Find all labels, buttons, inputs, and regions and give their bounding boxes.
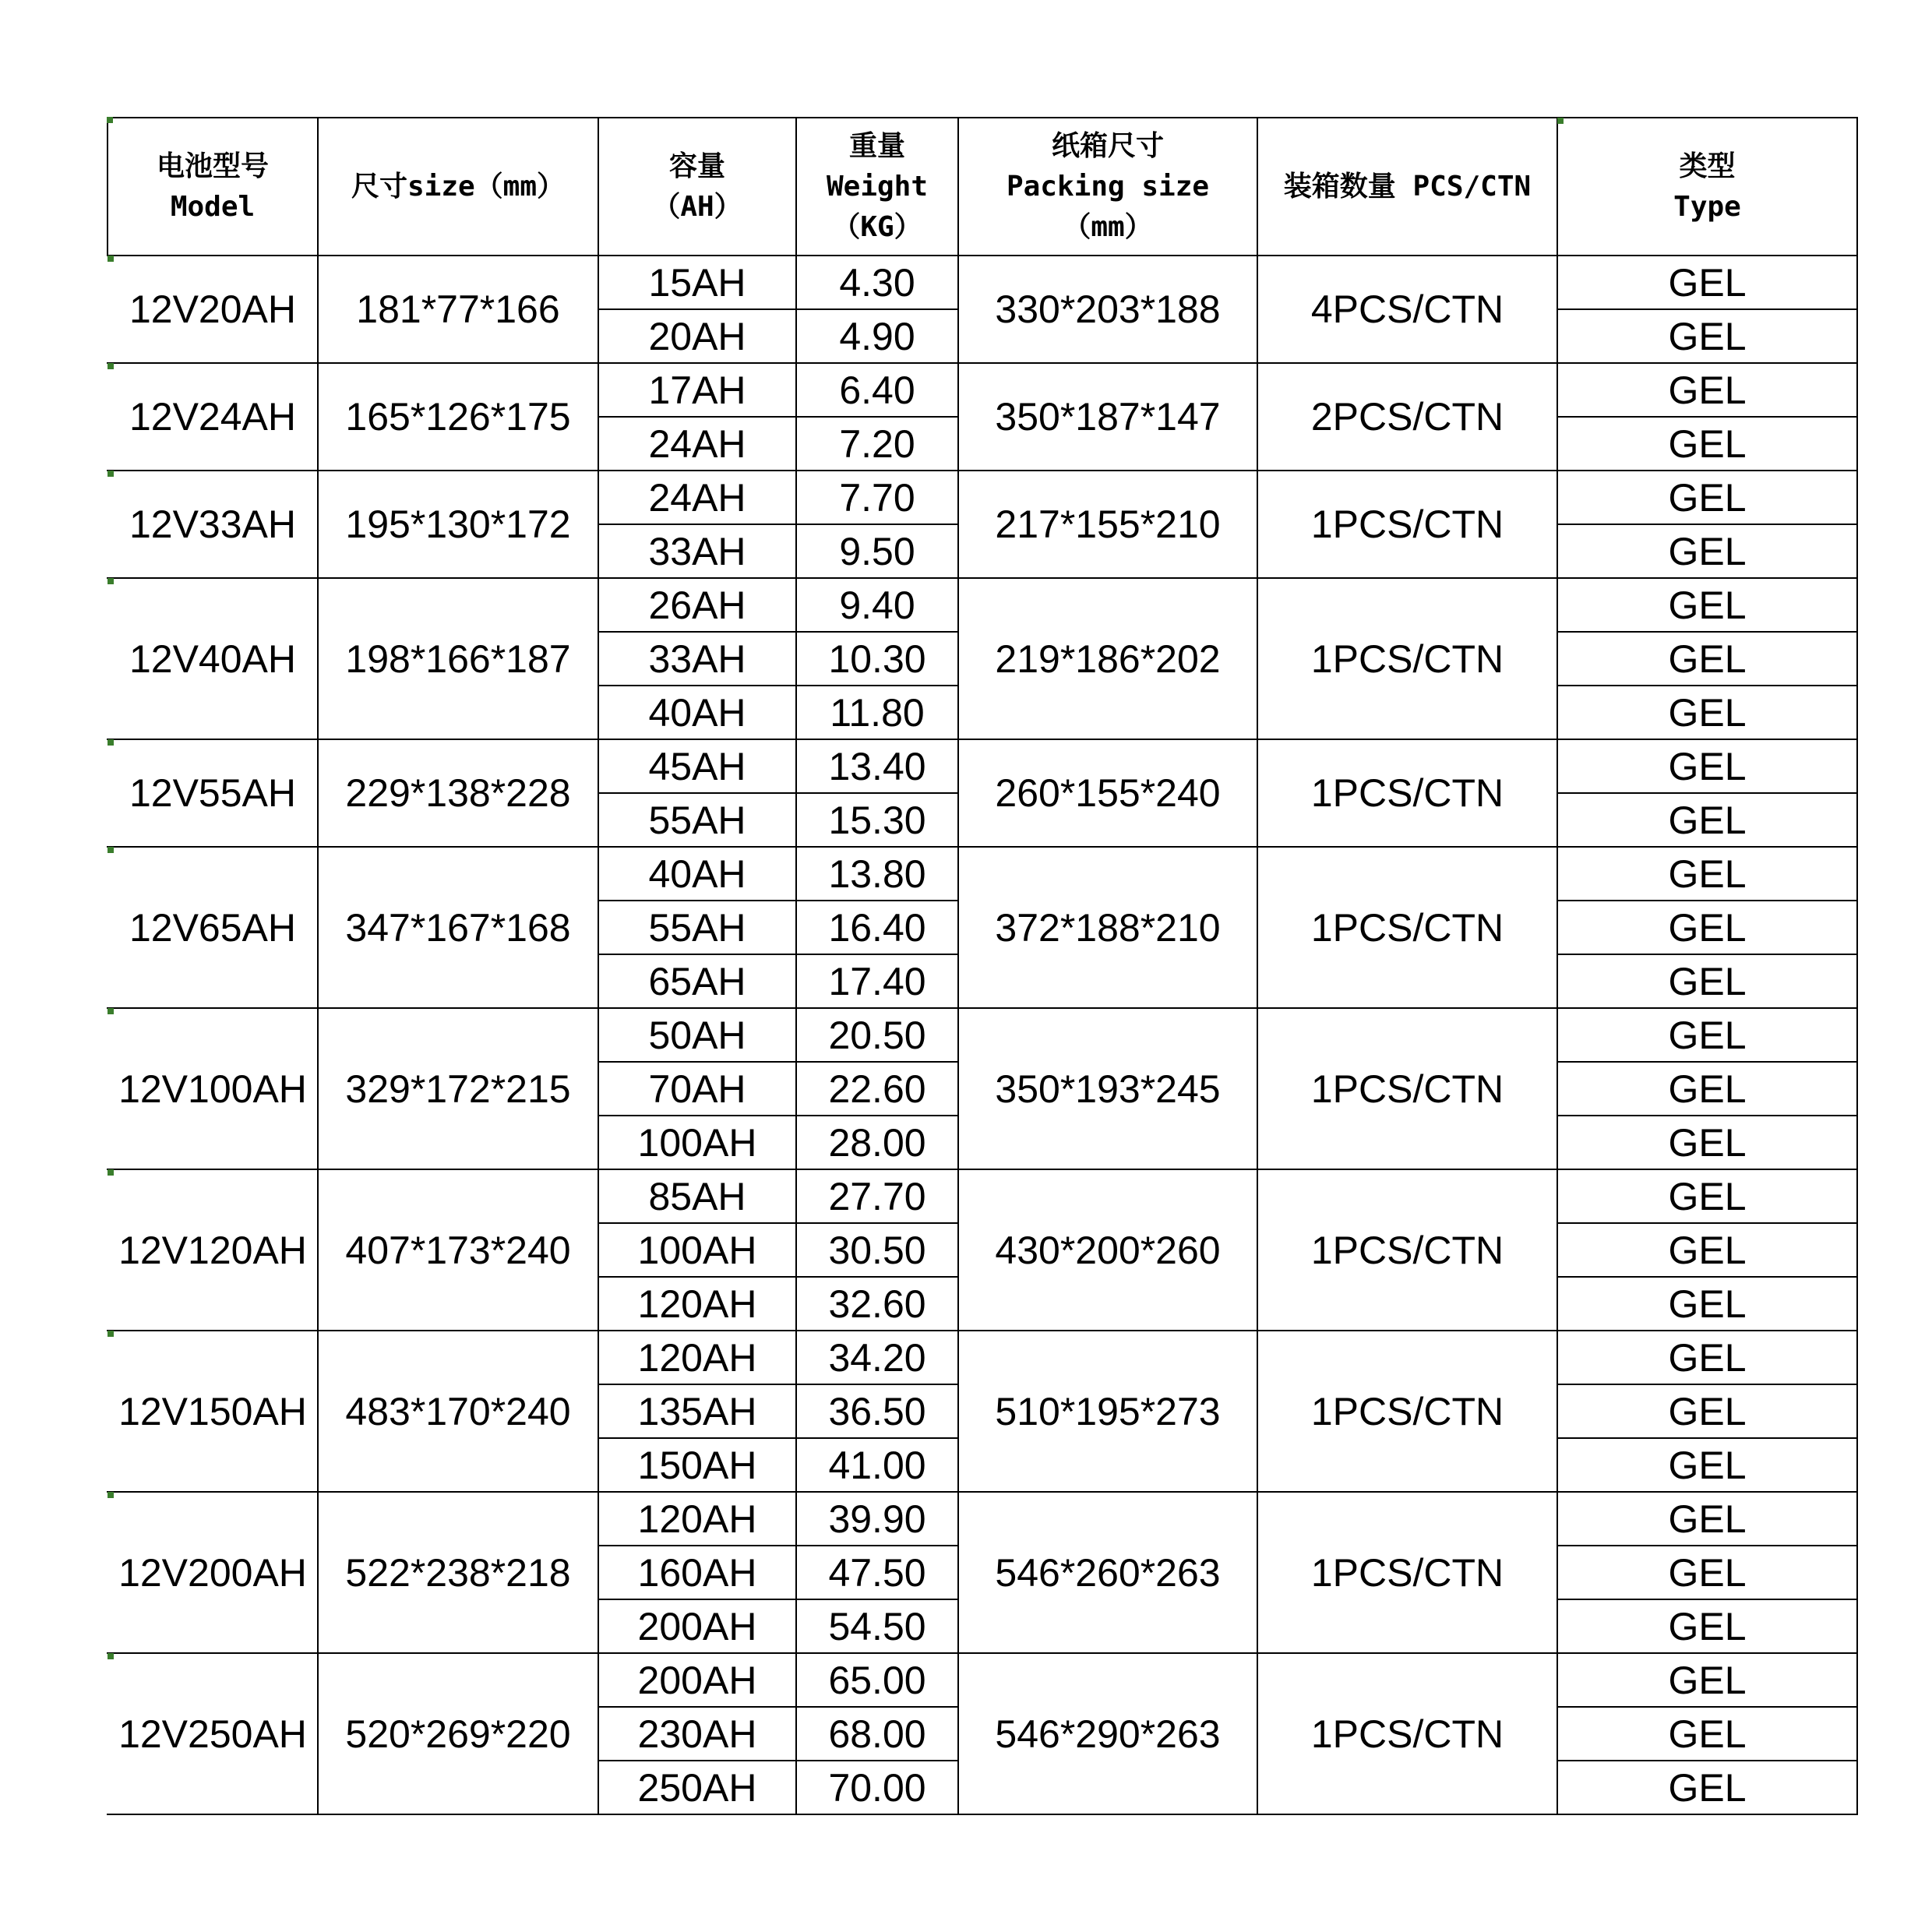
corner-marker <box>108 471 114 477</box>
capacity-cell: 24AH <box>598 417 796 471</box>
table-row <box>108 363 1857 417</box>
capacity-cell: 230AH <box>598 1707 796 1761</box>
packing-size-cell: 330*203*188 <box>958 256 1257 363</box>
weight-cell: 47.50 <box>796 1546 958 1599</box>
weight-cell: 15.30 <box>796 793 958 847</box>
type-cell: GEL <box>1557 1761 1857 1814</box>
packing-size-cell: 510*195*273 <box>958 1331 1257 1492</box>
table-row <box>108 256 1857 309</box>
model-cell: 12V55AH <box>108 739 318 847</box>
corner-marker <box>108 1008 114 1014</box>
size-cell: 329*172*215 <box>318 1008 598 1169</box>
battery-spec-table <box>107 117 1858 1815</box>
type-cell: GEL <box>1557 1169 1857 1223</box>
weight-cell: 32.60 <box>796 1277 958 1331</box>
weight-cell: 11.80 <box>796 686 958 739</box>
type-cell: GEL <box>1557 1653 1857 1707</box>
size-cell: 407*173*240 <box>318 1169 598 1331</box>
capacity-cell: 33AH <box>598 524 796 578</box>
type-cell: GEL <box>1557 471 1857 524</box>
type-cell: GEL <box>1557 1438 1857 1492</box>
model-cell: 12V20AH <box>108 256 318 363</box>
header-weight-line: 重量 <box>848 129 905 162</box>
packing-size-cell: 372*188*210 <box>958 847 1257 1008</box>
type-cell: GEL <box>1557 1116 1857 1169</box>
weight-cell: 13.80 <box>796 847 958 901</box>
table-body <box>108 256 1857 1814</box>
quantity-cell: 1PCS/CTN <box>1257 578 1557 739</box>
capacity-cell: 55AH <box>598 793 796 847</box>
quantity-cell: 1PCS/CTN <box>1257 1331 1557 1492</box>
header-type-line: Type <box>1673 190 1741 223</box>
type-cell: GEL <box>1557 686 1857 739</box>
header-type-line: 类型 <box>1679 150 1736 182</box>
size-cell: 347*167*168 <box>318 847 598 1008</box>
corner-marker <box>108 363 114 369</box>
header-row <box>108 118 1857 256</box>
capacity-cell: 200AH <box>598 1599 796 1653</box>
type-cell: GEL <box>1557 578 1857 632</box>
weight-cell: 28.00 <box>796 1116 958 1169</box>
type-cell: GEL <box>1557 1599 1857 1653</box>
quantity-cell: 1PCS/CTN <box>1257 1653 1557 1814</box>
weight-cell: 34.20 <box>796 1331 958 1384</box>
capacity-cell: 120AH <box>598 1277 796 1331</box>
type-cell: GEL <box>1557 1223 1857 1277</box>
header-size-line: 尺寸size（mm） <box>351 170 566 203</box>
type-cell: GEL <box>1557 847 1857 901</box>
capacity-cell: 40AH <box>598 686 796 739</box>
capacity-cell: 100AH <box>598 1223 796 1277</box>
type-cell: GEL <box>1557 793 1857 847</box>
corner-marker <box>108 1492 114 1498</box>
size-cell: 181*77*166 <box>318 256 598 363</box>
weight-cell: 65.00 <box>796 1653 958 1707</box>
type-cell: GEL <box>1557 363 1857 417</box>
model-cell: 12V250AH <box>108 1653 318 1814</box>
quantity-cell: 1PCS/CTN <box>1257 1169 1557 1331</box>
type-cell: GEL <box>1557 632 1857 686</box>
weight-cell: 27.70 <box>796 1169 958 1223</box>
capacity-cell: 40AH <box>598 847 796 901</box>
packing-size-cell: 546*260*263 <box>958 1492 1257 1653</box>
table-row <box>108 847 1857 901</box>
weight-cell: 7.70 <box>796 471 958 524</box>
type-cell: GEL <box>1557 901 1857 954</box>
model-cell: 12V200AH <box>108 1492 318 1653</box>
packing-size-cell: 350*193*245 <box>958 1008 1257 1169</box>
quantity-cell: 1PCS/CTN <box>1257 847 1557 1008</box>
size-cell: 520*269*220 <box>318 1653 598 1814</box>
capacity-cell: 120AH <box>598 1331 796 1384</box>
weight-cell: 54.50 <box>796 1599 958 1653</box>
type-cell: GEL <box>1557 954 1857 1008</box>
weight-cell: 9.50 <box>796 524 958 578</box>
weight-cell: 17.40 <box>796 954 958 1008</box>
type-cell: GEL <box>1557 739 1857 793</box>
model-cell: 12V24AH <box>108 363 318 471</box>
weight-cell: 4.90 <box>796 309 958 363</box>
capacity-cell: 50AH <box>598 1008 796 1062</box>
quantity-cell: 1PCS/CTN <box>1257 471 1557 578</box>
weight-cell: 36.50 <box>796 1384 958 1438</box>
size-cell: 483*170*240 <box>318 1331 598 1492</box>
model-cell: 12V40AH <box>108 578 318 739</box>
quantity-cell: 1PCS/CTN <box>1257 1008 1557 1169</box>
weight-cell: 22.60 <box>796 1062 958 1116</box>
type-cell: GEL <box>1557 524 1857 578</box>
model-cell: 12V65AH <box>108 847 318 1008</box>
header-type <box>1557 118 1857 256</box>
header-quantity-line: 装箱数量 PCS/CTN <box>1283 170 1532 203</box>
type-cell: GEL <box>1557 1492 1857 1546</box>
header-capacity-line: （AH） <box>652 190 742 223</box>
type-cell: GEL <box>1557 1062 1857 1116</box>
capacity-cell: 150AH <box>598 1438 796 1492</box>
table-row <box>108 1492 1857 1546</box>
capacity-cell: 85AH <box>598 1169 796 1223</box>
capacity-cell: 17AH <box>598 363 796 417</box>
capacity-cell: 200AH <box>598 1653 796 1707</box>
packing-size-cell: 219*186*202 <box>958 578 1257 739</box>
weight-cell: 39.90 <box>796 1492 958 1546</box>
weight-cell: 16.40 <box>796 901 958 954</box>
weight-cell: 6.40 <box>796 363 958 417</box>
type-cell: GEL <box>1557 1546 1857 1599</box>
type-cell: GEL <box>1557 1384 1857 1438</box>
size-cell: 165*126*175 <box>318 363 598 471</box>
capacity-cell: 160AH <box>598 1546 796 1599</box>
header-weight <box>796 118 958 256</box>
corner-marker <box>108 1169 114 1176</box>
capacity-cell: 24AH <box>598 471 796 524</box>
weight-cell: 20.50 <box>796 1008 958 1062</box>
header-model <box>108 118 318 256</box>
corner-marker <box>1557 118 1564 124</box>
packing-size-cell: 430*200*260 <box>958 1169 1257 1331</box>
header-packing-line: （mm） <box>1063 210 1153 243</box>
type-cell: GEL <box>1557 1008 1857 1062</box>
header-packing-size <box>958 118 1257 256</box>
type-cell: GEL <box>1557 309 1857 363</box>
table-row <box>108 471 1857 524</box>
weight-cell: 13.40 <box>796 739 958 793</box>
header-weight-line: Weight <box>826 170 929 203</box>
capacity-cell: 33AH <box>598 632 796 686</box>
capacity-cell: 100AH <box>598 1116 796 1169</box>
weight-cell: 9.40 <box>796 578 958 632</box>
type-cell: GEL <box>1557 1277 1857 1331</box>
quantity-cell: 1PCS/CTN <box>1257 1492 1557 1653</box>
model-cell: 12V120AH <box>108 1169 318 1331</box>
corner-marker <box>108 739 114 746</box>
type-cell: GEL <box>1557 256 1857 309</box>
header-packing-line: 纸箱尺寸 <box>1051 129 1164 162</box>
capacity-cell: 135AH <box>598 1384 796 1438</box>
header-packing-line: Packing size <box>1006 170 1210 203</box>
weight-cell: 70.00 <box>796 1761 958 1814</box>
type-cell: GEL <box>1557 1331 1857 1384</box>
header-model-line: Model <box>170 190 256 223</box>
table-row <box>108 1653 1857 1707</box>
capacity-cell: 70AH <box>598 1062 796 1116</box>
quantity-cell: 2PCS/CTN <box>1257 363 1557 471</box>
packing-size-cell: 260*155*240 <box>958 739 1257 847</box>
type-cell: GEL <box>1557 1707 1857 1761</box>
size-cell: 195*130*172 <box>318 471 598 578</box>
table-row <box>108 578 1857 632</box>
type-cell: GEL <box>1557 417 1857 471</box>
corner-marker <box>108 847 114 853</box>
corner-marker <box>108 1653 114 1659</box>
capacity-cell: 26AH <box>598 578 796 632</box>
packing-size-cell: 217*155*210 <box>958 471 1257 578</box>
capacity-cell: 120AH <box>598 1492 796 1546</box>
table-row <box>108 1008 1857 1062</box>
packing-size-cell: 350*187*147 <box>958 363 1257 471</box>
header-weight-line: （KG） <box>832 210 922 243</box>
size-cell: 522*238*218 <box>318 1492 598 1653</box>
weight-cell: 10.30 <box>796 632 958 686</box>
table-row <box>108 1331 1857 1384</box>
weight-cell: 68.00 <box>796 1707 958 1761</box>
model-cell: 12V33AH <box>108 471 318 578</box>
table-row <box>108 1169 1857 1223</box>
model-cell: 12V150AH <box>108 1331 318 1492</box>
capacity-cell: 55AH <box>598 901 796 954</box>
capacity-cell: 15AH <box>598 256 796 309</box>
quantity-cell: 1PCS/CTN <box>1257 739 1557 847</box>
weight-cell: 41.00 <box>796 1438 958 1492</box>
corner-marker <box>108 1331 114 1337</box>
quantity-cell: 4PCS/CTN <box>1257 256 1557 363</box>
corner-marker <box>108 256 114 262</box>
header-quantity <box>1257 118 1557 256</box>
corner-marker <box>107 117 113 123</box>
size-cell: 198*166*187 <box>318 578 598 739</box>
capacity-cell: 65AH <box>598 954 796 1008</box>
capacity-cell: 20AH <box>598 309 796 363</box>
weight-cell: 4.30 <box>796 256 958 309</box>
table-row <box>108 739 1857 793</box>
header-size <box>318 118 598 256</box>
header-model-line: 电池型号 <box>156 150 269 182</box>
weight-cell: 30.50 <box>796 1223 958 1277</box>
packing-size-cell: 546*290*263 <box>958 1653 1257 1814</box>
weight-cell: 7.20 <box>796 417 958 471</box>
capacity-cell: 45AH <box>598 739 796 793</box>
header-capacity-line: 容量 <box>668 150 725 182</box>
capacity-cell: 250AH <box>598 1761 796 1814</box>
model-cell: 12V100AH <box>108 1008 318 1169</box>
header-capacity <box>598 118 796 256</box>
corner-marker <box>108 578 114 584</box>
size-cell: 229*138*228 <box>318 739 598 847</box>
